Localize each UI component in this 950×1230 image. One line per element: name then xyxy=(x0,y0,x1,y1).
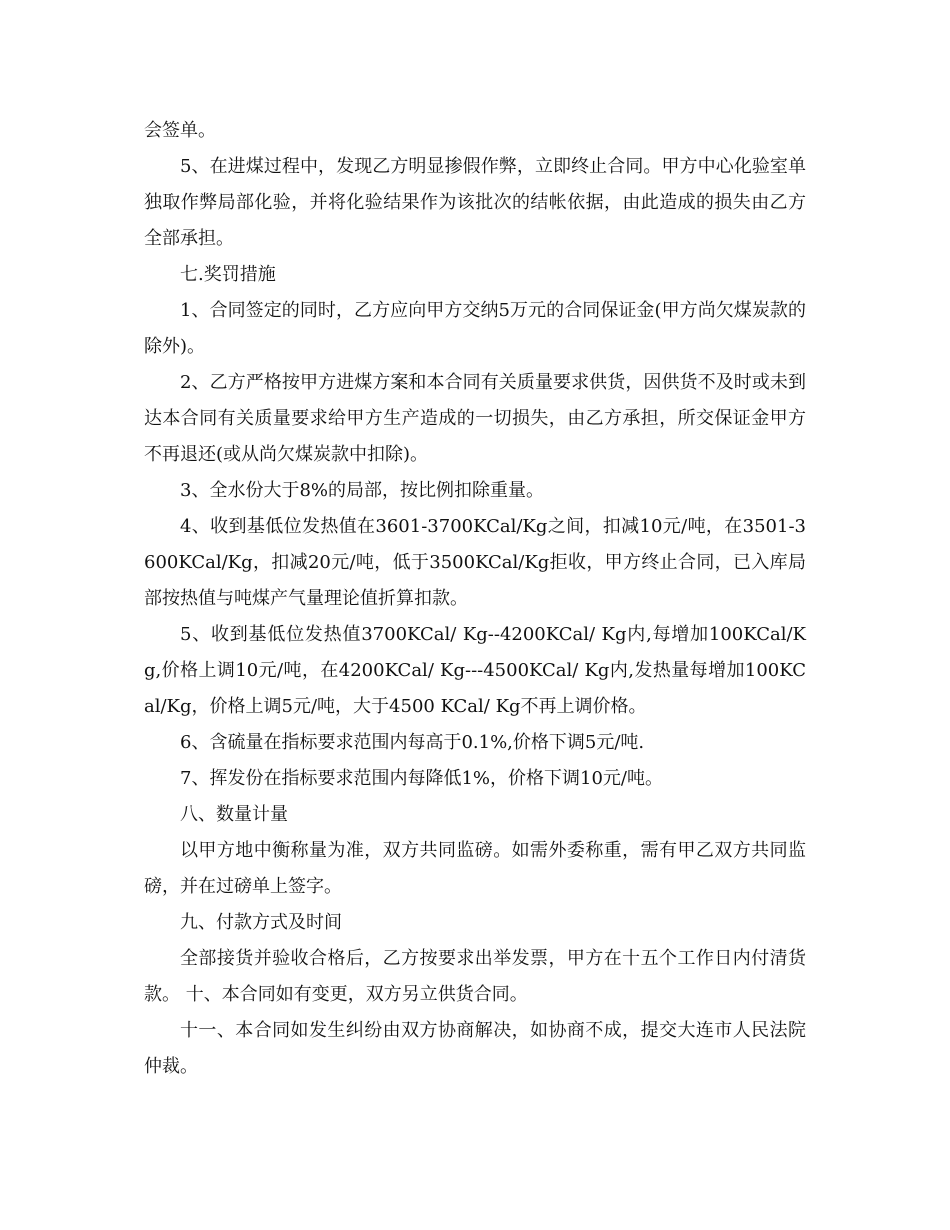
paragraph-weighing: 以甲方地中衡称量为准，双方共同监磅。如需外委称重，需有甲乙双方共同监磅，并在过磅单上签字。 xyxy=(144,840,806,897)
section-heading-payment: 九、付款方式及时间 xyxy=(180,912,342,933)
paragraph-calorific-deduction: 4、收到基低位发热值在3601-3700KCal/Kg之间，扣减10元/吨，在3501-3600KCal/Kg，扣减20元/吨，低于3500KCal/Kg拒收，甲方终止合同，已入库局部按热值与吨煤产气量理论值折算扣款。 xyxy=(144,516,806,609)
paragraph-volatile: 7、挥发份在指标要求范围内每降低1%，价格下调10元/吨。 xyxy=(180,768,663,789)
paragraph-disputes: 十一、本合同如发生纠纷由双方协商解决，如协商不成，提交大连市人民法院仲裁。 xyxy=(144,1020,806,1077)
section-heading-quantity: 八、数量计量 xyxy=(180,804,288,825)
paragraph-payment-terms: 全部接货并验收合格后，乙方按要求出举发票，甲方在十五个工作日内付清货款。 十、本合同如有变更，双方另立供货合同。 xyxy=(144,948,806,1005)
paragraph-deposit: 1、合同签定的同时，乙方应向甲方交纳5万元的合同保证金(甲方尚欠煤炭款的除外)。 xyxy=(144,300,806,357)
document-body xyxy=(144,113,806,1085)
paragraph-fraud-termination: 5、在进煤过程中，发现乙方明显掺假作弊，立即终止合同。甲方中心化验室单独取作弊局部化验，并将化验结果作为该批次的结帐依据，由此造成的损失由乙方全部承担。 xyxy=(144,156,806,249)
paragraph-moisture: 3、全水份大于8%的局部，按比例扣除重量。 xyxy=(180,480,545,501)
paragraph-quality-requirement: 2、乙方严格按甲方进煤方案和本合同有关质量要求供货，因供货不及时或未到达本合同有关质量要求给甲方生产造成的一切损失，由乙方承担，所交保证金甲方不再退还(或从尚欠煤炭款中扣除)。 xyxy=(144,372,806,465)
paragraph-sulfur: 6、含硫量在指标要求范围内每高于0.1%,价格下调5元/吨. xyxy=(180,732,645,753)
paragraph-calorific-bonus: 5、收到基低位发热值3700KCal/ Kg--4200KCal/ Kg内,每增加100KCal/Kg,价格上调10元/吨，在4200KCal/ Kg---4500KCal/ Kg内,发热量每增加100KCal/Kg，价格上调5元/吨，大于4500 KCal/ Kg不再上调价格。 xyxy=(144,624,806,717)
paragraph-countersign: 会签单。 xyxy=(144,120,216,141)
section-heading-rewards-penalties: 七.奖罚措施 xyxy=(180,264,276,285)
